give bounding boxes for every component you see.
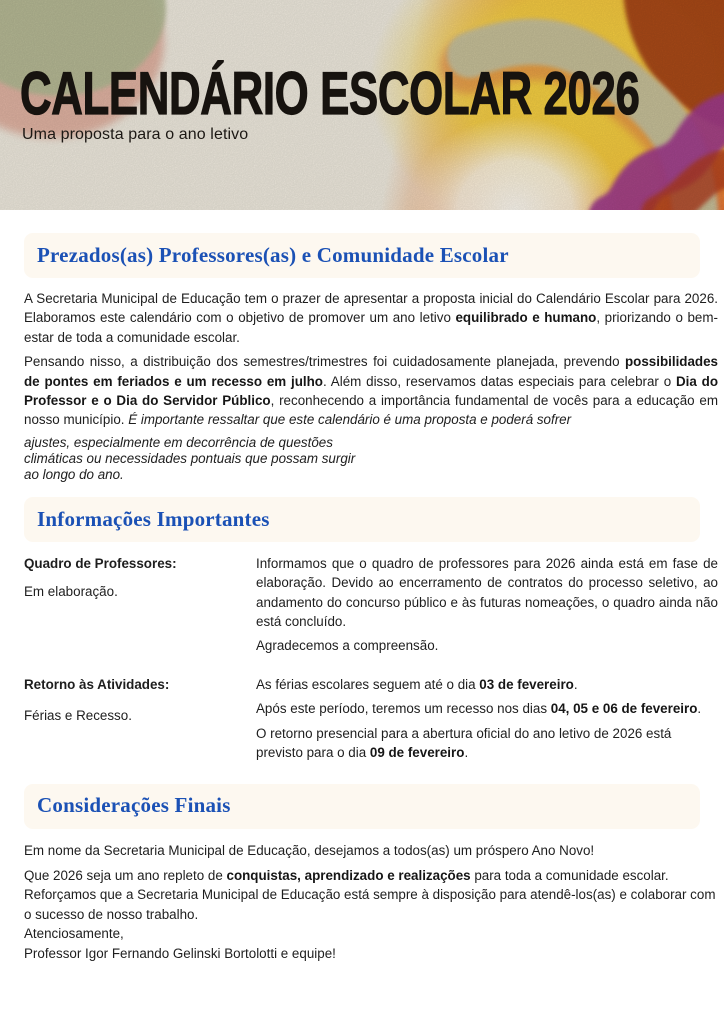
info-text-column-row2 bbox=[256, 675, 718, 768]
info-sublabel-ferias: Férias e Recesso. bbox=[24, 708, 132, 724]
info-label-quadro: Quadro de Professores: bbox=[24, 555, 177, 571]
info-label-column-row1 bbox=[24, 554, 256, 661]
final-paragraph-1: Em nome da Secretaria Municipal de Educação, desejamos a todos(as) um próspero Ano Novo! bbox=[24, 842, 595, 858]
final-block bbox=[24, 841, 718, 963]
intro-block bbox=[24, 289, 718, 483]
info-grid bbox=[24, 554, 718, 768]
info-text-retorno-presencial: O retorno presencial para a abertura oficial do ano letivo de 2026 está previsto para o dia 09 de fevereiro. bbox=[256, 725, 672, 761]
info-text-quadro: Informamos que o quadro de professores para 2026 ainda está em fase de elaboração. Devido ao encerramento de contratos do processo seletivo, ao andamento do concurso público e às futuras nomeações, o quadro ainda não está concluído. bbox=[256, 555, 718, 630]
info-text-column-row1 bbox=[256, 554, 718, 661]
info-text-thanks: Agradecemos a compreensão. bbox=[256, 638, 439, 654]
intro-paragraph-3: ajustes, especialmente em decorrência de questões climáticas ou necessidades pontuais que possam surgir ao longo do ano. bbox=[24, 434, 356, 482]
final-paragraph-2: Que 2026 seja um ano repleto de conquistas, aprendizado e realizações para toda a comunidade escolar. Reforçamos que a Secretaria Municipal de Educação está sempre à disposição para atendê-los(as) e colaborar com o sucesso de nosso trabalho. bbox=[24, 867, 716, 922]
page-title: CALENDÁRIO ESCOLAR 2026 bbox=[20, 60, 640, 127]
intro-paragraph-1: A Secretaria Municipal de Educação tem o prazer de apresentar a proposta inicial do Calendário Escolar para 2026. Elaboramos este calendário com o objetivo de promover um ano letivo equilibrado e humano, priorizando o bem-estar de toda a comunidade escolar. bbox=[24, 291, 718, 345]
section-bar-final bbox=[24, 784, 700, 829]
page-subtitle: Uma proposta para o ano letivo bbox=[22, 126, 249, 143]
intro-paragraph-2: Pensando nisso, a distribuição dos semestres/trimestres foi cuidadosamente planejada, prevendo possibilidades de pontes em feriados e um recesso em julho. Além disso, reservamos datas especiais para celebrar o Dia do Professor e o Dia do Servidor Público, reconhecendo a importância fundamental de vocês para a educação em nosso município. É importante ressaltar que este calendário é uma proposta e poderá sofrer bbox=[24, 354, 718, 428]
signature-line: Professor Igor Fernando Gelinski Bortolotti e equipe! bbox=[24, 945, 336, 961]
info-text-recesso: Após este período, teremos um recesso nos dias 04, 05 e 06 de fevereiro. bbox=[256, 701, 702, 717]
document-content bbox=[0, 233, 724, 963]
info-text-ferias: As férias escolares seguem até o dia 03 de fevereiro. bbox=[256, 676, 578, 692]
info-heading: Informações Importantes bbox=[37, 506, 270, 531]
info-sublabel-elaboracao: Em elaboração. bbox=[24, 584, 118, 600]
section-bar-info bbox=[24, 497, 700, 542]
greeting-heading: Prezados(as) Professores(as) e Comunidade Escolar bbox=[37, 242, 509, 267]
hero-header bbox=[0, 0, 724, 210]
closing-line: Atenciosamente, bbox=[24, 926, 124, 942]
section-bar-greeting bbox=[24, 233, 700, 278]
info-label-column-row2 bbox=[24, 675, 256, 768]
info-label-retorno: Retorno às Atividades: bbox=[24, 676, 170, 692]
final-heading: Considerações Finais bbox=[37, 793, 231, 818]
